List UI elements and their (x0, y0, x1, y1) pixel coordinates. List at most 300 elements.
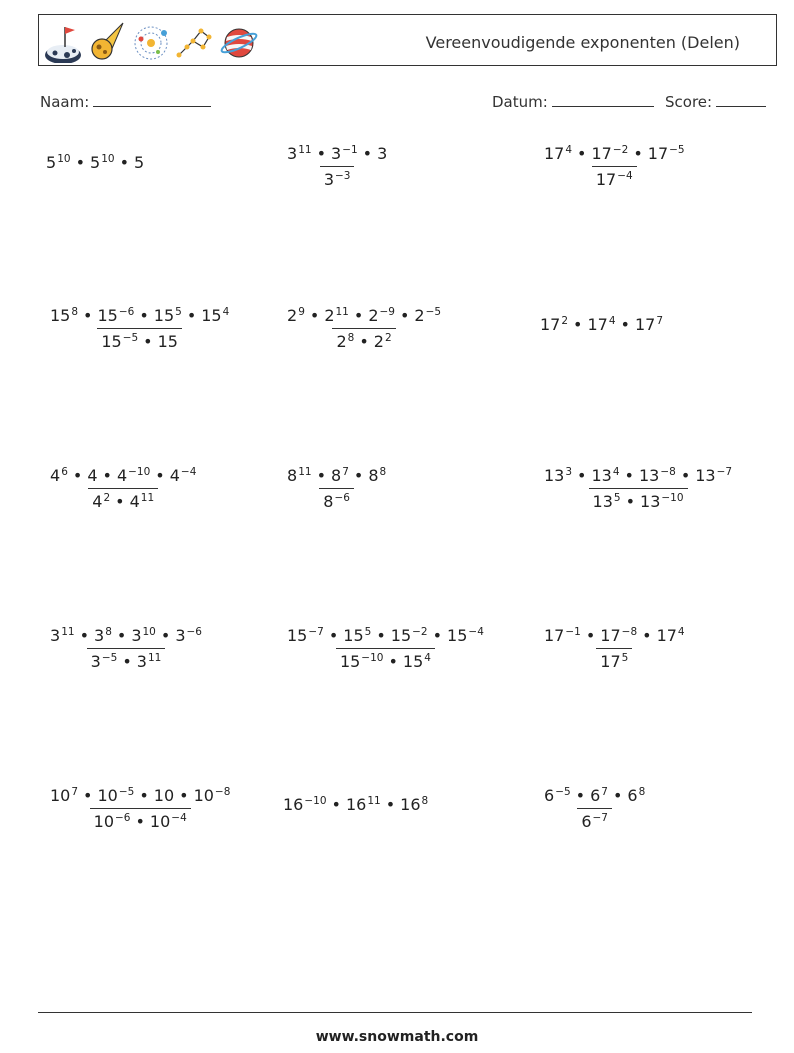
base: 15 (343, 626, 364, 645)
multiply-dot: • (385, 795, 396, 814)
power-term (403, 652, 431, 671)
exponent: 5 (175, 306, 182, 318)
base: 3 (50, 626, 61, 645)
exponent: 10 (101, 153, 115, 165)
fraction (540, 144, 689, 189)
power-term (158, 332, 178, 351)
planet-icon (219, 19, 259, 63)
base: 16 (283, 795, 304, 814)
exponent: 8 (421, 795, 429, 807)
power-term (287, 306, 305, 325)
power-term (87, 466, 97, 485)
power-term (91, 652, 118, 671)
expression (283, 795, 428, 814)
base: 17 (656, 626, 677, 645)
expression (600, 652, 628, 671)
base: 5 (134, 153, 145, 172)
exponent: 7 (71, 786, 79, 798)
expression (91, 652, 162, 671)
base: 2 (287, 306, 298, 325)
base: 4 (87, 466, 98, 485)
multiply-dot: • (143, 332, 153, 351)
power-term (336, 332, 354, 351)
exponent: 8 (379, 466, 387, 478)
power-term (368, 306, 395, 325)
base: 15 (97, 306, 118, 325)
expression (544, 786, 645, 805)
exponent: −10 (361, 652, 384, 664)
header-icons (43, 19, 259, 63)
multiply-dot: • (399, 306, 410, 325)
problem-1 (46, 144, 144, 172)
date-label: Datum: (492, 93, 548, 111)
power-term (283, 795, 327, 814)
base: 17 (544, 144, 565, 163)
exponent: 3 (565, 466, 573, 478)
multiply-dot: • (135, 812, 145, 831)
multiply-dot: • (642, 626, 652, 645)
power-term (323, 492, 350, 511)
name-label: Naam: (40, 93, 90, 111)
multiply-dot: • (316, 144, 326, 163)
exponent: −8 (660, 466, 676, 478)
base: 15 (339, 652, 361, 671)
worksheet-header (38, 14, 777, 66)
moon-flag-icon (43, 19, 83, 63)
power-term (340, 652, 384, 671)
name-field (40, 92, 211, 111)
exponent: 7 (342, 466, 349, 478)
exponent: 5 (364, 626, 372, 638)
numerator (46, 466, 200, 488)
expression (324, 170, 351, 189)
power-term (600, 652, 628, 671)
multiply-dot: • (79, 626, 89, 645)
power-term (324, 170, 351, 189)
base: 2 (414, 306, 425, 325)
multiply-dot: • (577, 466, 587, 485)
multiply-dot: • (575, 786, 586, 805)
problem-11 (283, 626, 488, 671)
base: 4 (129, 492, 140, 511)
power-term (581, 812, 608, 831)
problem-2 (283, 144, 391, 189)
power-term (287, 626, 324, 645)
inline-expression (46, 144, 144, 172)
exponent: 2 (103, 492, 111, 504)
fraction (283, 466, 390, 511)
power-term (46, 153, 71, 172)
denominator (596, 648, 632, 671)
multiply-dot: • (432, 626, 443, 645)
multiply-dot: • (573, 315, 583, 334)
power-term (368, 466, 386, 485)
problem-6 (540, 306, 663, 334)
name-blank (93, 92, 211, 107)
expression (101, 332, 178, 351)
power-term (540, 315, 568, 334)
base: 15 (447, 626, 468, 645)
denominator (320, 166, 355, 189)
power-term (154, 306, 182, 325)
power-term (97, 786, 134, 805)
base: 17 (540, 315, 561, 334)
numerator (46, 786, 234, 808)
numerator (540, 626, 689, 648)
exponent: −8 (214, 786, 231, 798)
fraction (540, 466, 736, 511)
power-term (639, 466, 676, 485)
base: 17 (544, 626, 565, 645)
exponent: −4 (468, 626, 484, 638)
power-term (648, 144, 685, 163)
expression (544, 626, 685, 645)
power-term (657, 626, 685, 645)
base: 3 (331, 144, 342, 163)
exponent: −2 (612, 144, 629, 156)
exponent: 5 (621, 652, 629, 664)
base: 15 (390, 626, 412, 645)
multiply-dot: • (359, 332, 369, 351)
exponent: −4 (180, 466, 197, 478)
power-term (400, 795, 428, 814)
power-term (134, 153, 144, 172)
exponent: −6 (115, 812, 131, 824)
exponent: 11 (298, 466, 312, 478)
power-term (94, 812, 131, 831)
base: 17 (587, 315, 608, 334)
power-term (324, 306, 349, 325)
power-term (154, 786, 174, 805)
power-term (194, 786, 231, 805)
exponent: −1 (342, 144, 358, 156)
footer-url: www.snowmath.com (315, 1029, 479, 1045)
multiply-dot: • (625, 492, 636, 511)
power-term (287, 144, 312, 163)
power-term (130, 492, 155, 511)
power-term (544, 144, 572, 163)
power-term (94, 626, 112, 645)
exponent: −10 (661, 492, 684, 504)
multiply-dot: • (353, 466, 364, 485)
base: 2 (336, 332, 347, 351)
power-term (377, 144, 387, 163)
multiply-dot: • (620, 315, 630, 334)
multiply-dot: • (353, 306, 364, 325)
expression (336, 332, 391, 351)
multiply-dot: • (680, 466, 691, 485)
fraction (46, 306, 233, 351)
base: 4 (116, 466, 128, 485)
exponent: 11 (61, 626, 75, 638)
power-term (600, 626, 637, 645)
expression (50, 306, 229, 325)
multiply-dot: • (139, 306, 149, 325)
denominator (592, 166, 637, 189)
denominator (319, 488, 354, 511)
multiply-dot: • (624, 466, 634, 485)
base: 4 (92, 492, 103, 511)
power-term (50, 786, 78, 805)
exponent: −8 (621, 626, 638, 638)
multiply-dot: • (116, 626, 127, 645)
base: 3 (90, 652, 101, 671)
base: 3 (136, 652, 147, 671)
base: 17 (595, 170, 617, 189)
power-term (544, 786, 571, 805)
inline-expression (540, 306, 663, 334)
base: 15 (50, 306, 71, 325)
power-term (544, 626, 581, 645)
power-term (346, 795, 381, 814)
expression (544, 466, 732, 485)
expression (544, 144, 685, 163)
exponent: −5 (101, 652, 118, 664)
multiply-dot: • (83, 306, 93, 325)
worksheet-title: Vereenvoudigende exponenten (Delen) (425, 33, 740, 52)
problem-13 (46, 786, 234, 831)
problem-4 (46, 306, 233, 351)
problem-10 (46, 626, 206, 671)
exponent: −7 (592, 812, 608, 824)
multiply-dot: • (309, 306, 320, 325)
problem-9 (540, 466, 736, 511)
exponent: −7 (308, 626, 324, 638)
expression (50, 466, 196, 485)
exponent: −1 (565, 626, 581, 638)
denominator (336, 648, 435, 671)
multiply-dot: • (83, 786, 93, 805)
denominator (88, 488, 158, 511)
expression (46, 153, 144, 172)
multiply-dot: • (316, 466, 326, 485)
numerator (46, 306, 233, 328)
problem-8 (283, 466, 390, 511)
base: 17 (647, 144, 669, 163)
numerator (540, 466, 736, 488)
exponent: −10 (304, 795, 327, 807)
power-term (591, 144, 628, 163)
power-term (50, 466, 68, 485)
exponent: −6 (118, 306, 135, 318)
multiply-dot: • (179, 786, 189, 805)
base: 13 (544, 466, 565, 485)
base: 5 (46, 153, 57, 172)
base: 15 (201, 306, 222, 325)
power-term (414, 306, 441, 325)
multiply-dot: • (119, 153, 129, 172)
multiply-dot: • (585, 626, 596, 645)
power-term (374, 332, 392, 351)
power-term (90, 153, 115, 172)
exponent: 8 (105, 626, 112, 638)
base: 6 (544, 786, 555, 805)
power-term (117, 466, 150, 485)
power-term (101, 332, 138, 351)
expression (50, 786, 230, 805)
multiply-dot: • (160, 626, 171, 645)
power-term (92, 492, 110, 511)
multiply-dot: • (75, 153, 85, 172)
power-term (640, 492, 684, 511)
multiply-dot: • (139, 786, 149, 805)
denominator (332, 328, 395, 351)
date-field (492, 92, 654, 111)
problem-15 (540, 786, 649, 831)
exponent: −5 (425, 306, 442, 318)
base: 13 (640, 492, 661, 511)
base: 8 (331, 466, 342, 485)
base: 16 (345, 795, 367, 814)
base: 15 (402, 652, 424, 671)
multiply-dot: • (388, 652, 398, 671)
exponent: 8 (347, 332, 355, 344)
footer-divider (38, 1012, 752, 1013)
power-term (175, 626, 202, 645)
exponent: −6 (186, 626, 202, 638)
exponent: 11 (335, 306, 349, 318)
base: 17 (600, 652, 621, 671)
fraction (46, 786, 234, 831)
power-term (590, 786, 608, 805)
score-label: Score: (665, 93, 713, 111)
multiply-dot: • (376, 626, 386, 645)
exponent: 9 (298, 306, 305, 318)
base: 8 (368, 466, 379, 485)
fraction (283, 144, 391, 189)
base: 13 (695, 466, 716, 485)
exponent: 2 (561, 315, 569, 327)
base: 13 (638, 466, 660, 485)
base: 10 (193, 786, 214, 805)
power-term (131, 626, 156, 645)
multiply-dot: • (612, 786, 623, 805)
base: 8 (323, 492, 334, 511)
power-term (591, 466, 619, 485)
multiply-dot: • (633, 144, 643, 163)
multiply-dot: • (362, 144, 373, 163)
exponent: −5 (122, 332, 139, 344)
multiply-dot: • (186, 306, 197, 325)
exponent: −5 (118, 786, 135, 798)
power-term (287, 466, 312, 485)
expression (540, 315, 663, 334)
base: 13 (592, 492, 613, 511)
power-term (150, 812, 187, 831)
multiply-dot: • (328, 626, 339, 645)
fraction (283, 306, 445, 351)
base: 3 (323, 170, 334, 189)
multiply-dot: • (122, 652, 132, 671)
power-term (50, 626, 75, 645)
denominator (97, 328, 182, 351)
multiply-dot: • (577, 144, 587, 163)
power-term (50, 306, 78, 325)
base: 13 (591, 466, 612, 485)
problem-5 (283, 306, 445, 351)
numerator (283, 466, 390, 488)
exponent: −5 (669, 144, 685, 156)
inline-expression (283, 786, 428, 814)
multiply-dot: • (72, 466, 83, 485)
multiply-dot: • (115, 492, 125, 511)
power-term (391, 626, 428, 645)
exponent: 10 (57, 153, 71, 165)
expression (593, 492, 684, 511)
power-term (331, 466, 349, 485)
base: 10 (97, 786, 118, 805)
base: 3 (131, 626, 142, 645)
power-term (695, 466, 732, 485)
base: 15 (157, 332, 178, 351)
base: 2 (324, 306, 335, 325)
base: 6 (627, 786, 638, 805)
numerator (283, 144, 391, 166)
base: 10 (149, 812, 171, 831)
denominator (90, 808, 191, 831)
exponent: −7 (716, 466, 733, 478)
base: 16 (400, 795, 421, 814)
expression (581, 812, 608, 831)
denominator (577, 808, 612, 831)
base: 5 (90, 153, 101, 172)
expression (287, 626, 484, 645)
base: 4 (169, 466, 180, 485)
base: 10 (93, 812, 114, 831)
exponent: −4 (171, 812, 187, 824)
expression (287, 144, 387, 163)
base: 2 (373, 332, 384, 351)
numerator (283, 306, 445, 328)
power-term (97, 306, 134, 325)
base: 15 (153, 306, 175, 325)
base: 15 (287, 626, 308, 645)
numerator (283, 626, 488, 648)
fraction (46, 466, 200, 511)
base: 3 (287, 144, 298, 163)
exponent: −9 (379, 306, 395, 318)
power-term (544, 466, 572, 485)
base: 6 (581, 812, 592, 831)
exponent: 4 (424, 652, 431, 664)
constellation-icon (175, 19, 215, 63)
exponent: 4 (565, 144, 573, 156)
problem-7 (46, 466, 200, 511)
base: 17 (634, 315, 656, 334)
expression (287, 306, 441, 325)
expression (287, 466, 386, 485)
base: 8 (287, 466, 298, 485)
exponent: −10 (128, 466, 151, 478)
base: 17 (591, 144, 612, 163)
expression (596, 170, 633, 189)
score-blank (716, 92, 766, 107)
fraction (540, 626, 689, 671)
exponent: 7 (656, 315, 664, 327)
power-term (635, 315, 663, 334)
exponent: −4 (617, 170, 633, 182)
exponent: 11 (367, 795, 381, 807)
base: 3 (377, 144, 388, 163)
base: 10 (50, 786, 71, 805)
exponent: −5 (555, 786, 571, 798)
base: 3 (175, 626, 186, 645)
exponent: 4 (677, 626, 685, 638)
base: 2 (368, 306, 379, 325)
exponent: 6 (61, 466, 68, 478)
expression (340, 652, 431, 671)
power-term (587, 315, 615, 334)
